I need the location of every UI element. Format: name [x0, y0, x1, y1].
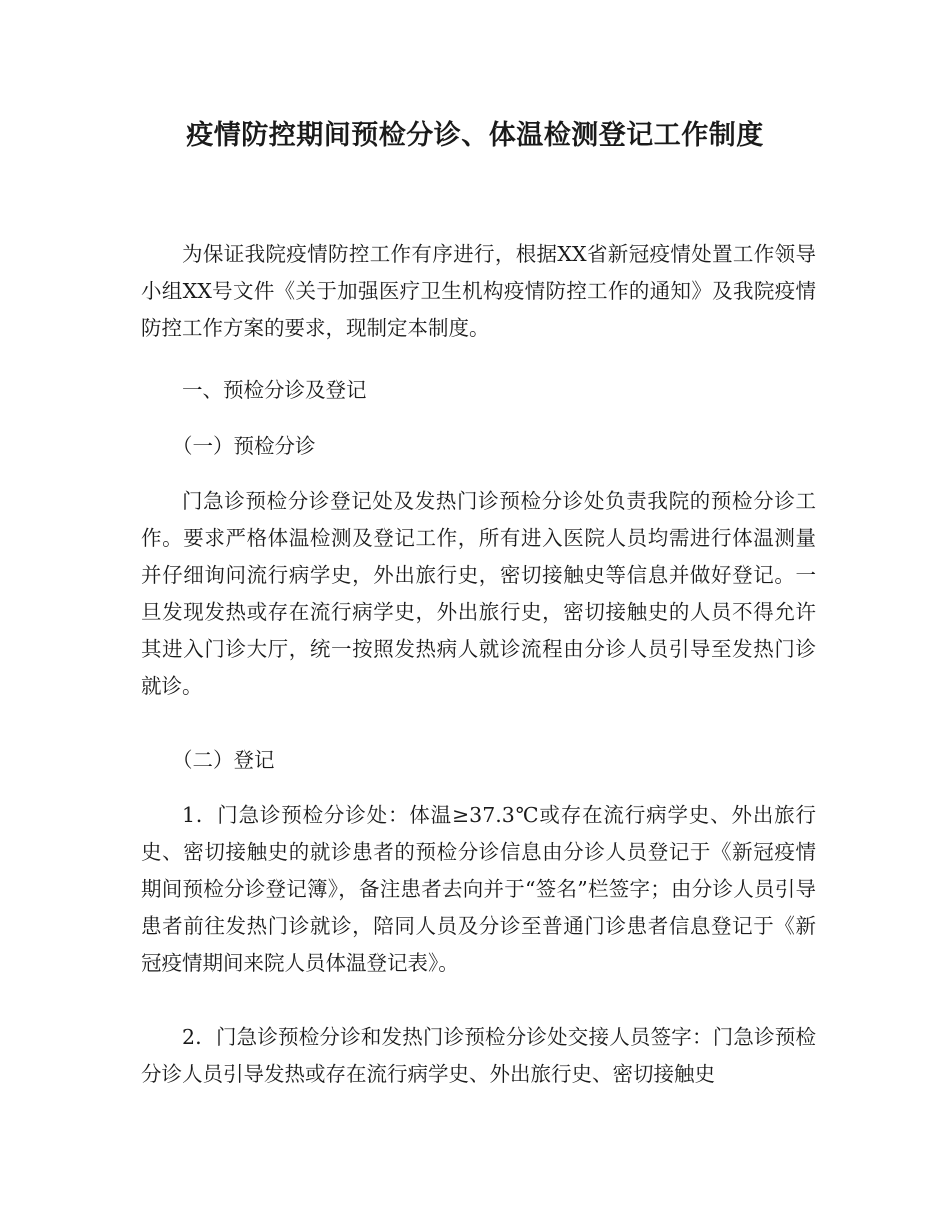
subsection-heading-1: （一）预检分诊 — [172, 434, 316, 458]
document-title: 疫情防控期间预检分诊、体温检测登记工作制度 — [186, 120, 764, 151]
subsection-heading-2: （二）登记 — [172, 748, 275, 772]
section-heading-1: 一、预检分诊及登记 — [182, 378, 367, 402]
registration-item-1: 1．门急诊预检分诊处：体温≥37.3℃或存在流行病学史、外出旅行史、密切接触史的就诊患者的预检分诊信息由分诊人员登记于《新冠疫情期间预检分诊登记簿》，备注患者去向并于“签名”栏签字；由分诊人员引导患者前往发热门诊就诊，陪同人员及分诊至普通门诊患者信息登记于《新冠疫情期间来院人员体温登记表》。 — [141, 803, 816, 975]
intro-paragraph: 为保证我院疫情防控工作有序进行，根据XX省新冠疫情处置工作领导小组XX号文件《关于加强医疗卫生机构疫情防控工作的通知》及我院疫情防控工作方案的要求，现制定本制度。 — [141, 242, 816, 340]
registration-item-2: 2．门急诊预检分诊和发热门诊预检分诊处交接人员签字：门急诊预检分诊人员引导发热或存在流行病学史、外出旅行史、密切接触史 — [141, 1025, 816, 1086]
subsection-1-paragraph: 门急诊预检分诊登记处及发热门诊预检分诊处负责我院的预检分诊工作。要求严格体温检测及登记工作，所有进入医院人员均需进行体温测量并仔细询问流行病学史，外出旅行史，密切接触史等信息并做好登记。一旦发现发热或存在流行病学史，外出旅行史，密切接触史的人员不得允许其进入门诊大厅，统一按照发热病人就诊流程由分诊人员引导至发热门诊就诊。 — [141, 489, 816, 698]
